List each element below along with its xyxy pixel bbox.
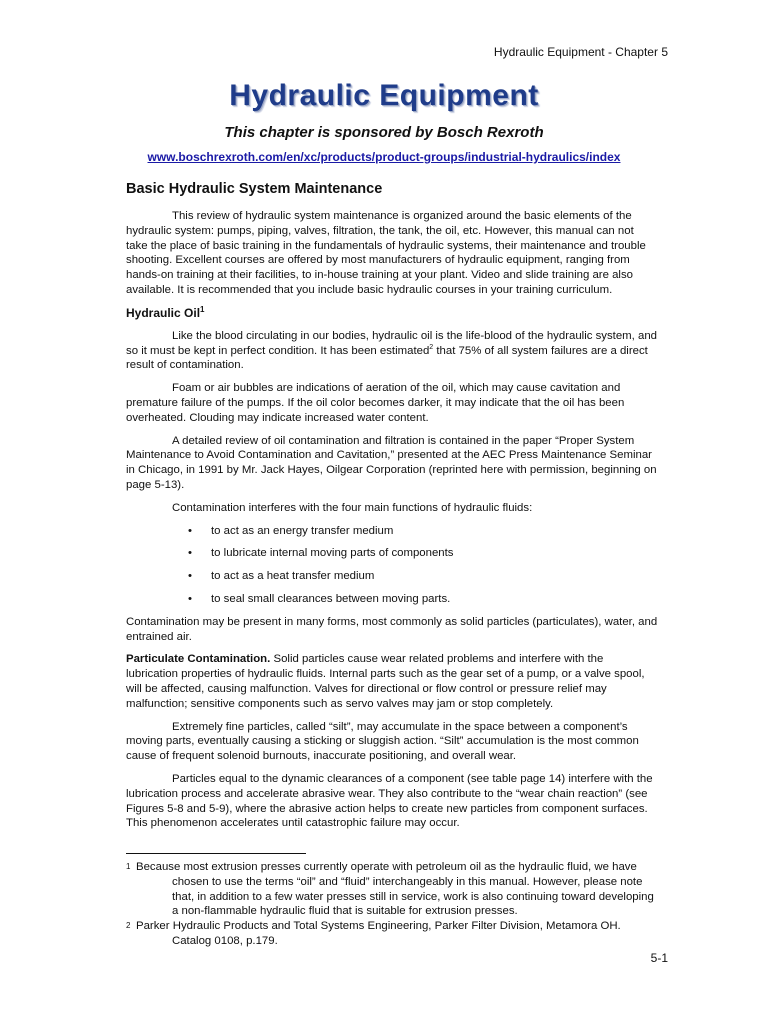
list-item-text: to act as an energy transfer medium — [211, 524, 394, 537]
bullet: • — [188, 592, 192, 605]
list-item — [188, 569, 658, 584]
footnote-mark: 1 — [126, 862, 131, 871]
footnote-separator — [126, 853, 306, 854]
running-header: Hydraulic Equipment - Chapter 5 — [493, 45, 668, 59]
footnote-ref-1[interactable]: 1 — [200, 304, 205, 314]
section-heading: Basic Hydraulic System Maintenance — [126, 181, 383, 197]
footnote-1 — [126, 860, 658, 919]
particulate-paragraph-1-text: Solid particles cause wear related problems and interfere with the lubrication properties of hydraulic fluids. Internal parts such as the gear set of a pump, or a valve spool, will be affected, causing malfunction. Valves for directional or flow control or pressure relief may malfunction; sensitive components such as servo valves may jam or stop completely. — [126, 653, 645, 710]
footnote-text: Parker Hydraulic Products and Total Systems Engineering, Parker Filter Division, Metamora OH. Catalog 0108, p.179. — [136, 920, 621, 947]
list-item — [188, 524, 658, 539]
intro-paragraph: This review of hydraulic system maintenance is organized around the basic elements of the hydraulic system: pumps, piping, valves, filtration, the tank, the oil, etc. However, this manual can not take the place of basic training in the fundamentals of hydraulic systems, their maintenance and trouble shooting. Excellent courses are offered by most manufacturers of hydraulic equipment, ranging from hands-on training at their facilities, to in-house training at your plant. Video and slide training are also available. It is recommended that you include basic hydraulic courses in your training curriculum. — [126, 210, 646, 296]
sponsor-link[interactable]: www.boschrexroth.com/en/xc/products/product-groups/industrial-hydraulics/index — [147, 150, 621, 164]
oil-paragraph-1-text-a: Like the blood circulating in our bodies, hydraulic oil is the life-blood of the hydraulic system, and so it must be kept in perfect condition. It has been estimated — [126, 329, 658, 357]
footnotes — [126, 860, 658, 949]
bullet: • — [188, 547, 192, 560]
sponsor-line: This chapter is sponsored by Bosch Rexroth — [224, 124, 544, 141]
oil-paragraph-2: Foam or air bubbles are indications of aeration of the oil, which may cause cavitation and premature failure of the pumps. If the oil color becomes darker, it may indicate that the oil has been overheated. Clouding may indicate increased water content. — [126, 382, 625, 424]
list-item-text: to act as a heat transfer medium — [211, 570, 375, 583]
subsection-heading-text: Hydraulic Oil — [126, 305, 201, 320]
subsection-heading-hydraulic-oil — [126, 306, 658, 321]
fluid-functions-list — [126, 524, 658, 607]
bullet: • — [188, 524, 192, 537]
chapter-title: Hydraulic Equipment — [229, 79, 539, 112]
footnote-mark: 2 — [126, 921, 131, 931]
footnote-ref-2[interactable]: 2 — [429, 343, 434, 351]
bullet: • — [188, 570, 192, 583]
oil-paragraph-4: Contamination interferes with the four main functions of hydraulic fluids: — [172, 501, 533, 514]
footnote-2 — [126, 919, 658, 949]
list-item-text: to lubricate internal moving parts of components — [211, 547, 454, 560]
oil-paragraph-1-text-b: that 75% of all system failures are a direct result of contamination. — [126, 344, 648, 372]
list-item — [188, 546, 658, 561]
page-number: 5-1 — [650, 951, 668, 965]
particulate-paragraph-2: Extremely fine particles, called “silt”, may accumulate in the space between a component’s moving parts, eventually causing a sticking or sluggish action. “Silt” accumulation is the most common cause of frequent solenoid burnouts, inaccurate positioning, and overall wear. — [126, 720, 639, 763]
list-item-text: to seal small clearances between moving parts. — [211, 592, 451, 605]
particulate-paragraph-1 — [126, 652, 658, 711]
main-body — [126, 180, 658, 839]
run-in-heading-particulate: Particulate Contamination. — [126, 653, 271, 666]
list-item — [188, 592, 658, 607]
oil-paragraph-3: A detailed review of oil contamination and filtration is contained in the paper “Proper System Maintenance to Avoid Contamination and Cavitation,” presented at the AEC Press Maintenance Seminar in Chicago, in 1991 by Mr. Jack Hayes, Oilgear Corporation (reprinted here with permission, beginning on page 5-13). — [126, 434, 657, 491]
oil-paragraph-1 — [126, 329, 658, 373]
footnote-text: Because most extrusion presses currently operate with petroleum oil as the hydraulic fluid, we have chosen to use the terms “oil” and “fluid” interchangeably in this manual. However, please note that, in addition to a few water presses still in service, work is also continuing toward developing a non-flammable hydraulic fluid that is suitable for extrusion presses. — [136, 861, 654, 918]
particulate-paragraph-3: Particles equal to the dynamic clearances of a component (see table page 14) interfere with the lubrication process and accelerate abrasive wear. They also contribute to the “wear chain reaction” (see Figures 5-8 and 5-9), where the abrasive action helps to create new particles from component surfaces. This phenomenon accelerates until catastrophic failure may occur. — [126, 772, 653, 830]
oil-paragraph-5: Contamination may be present in many forms, most commonly as solid particles (particulates), water, and entrained air. — [126, 615, 658, 643]
